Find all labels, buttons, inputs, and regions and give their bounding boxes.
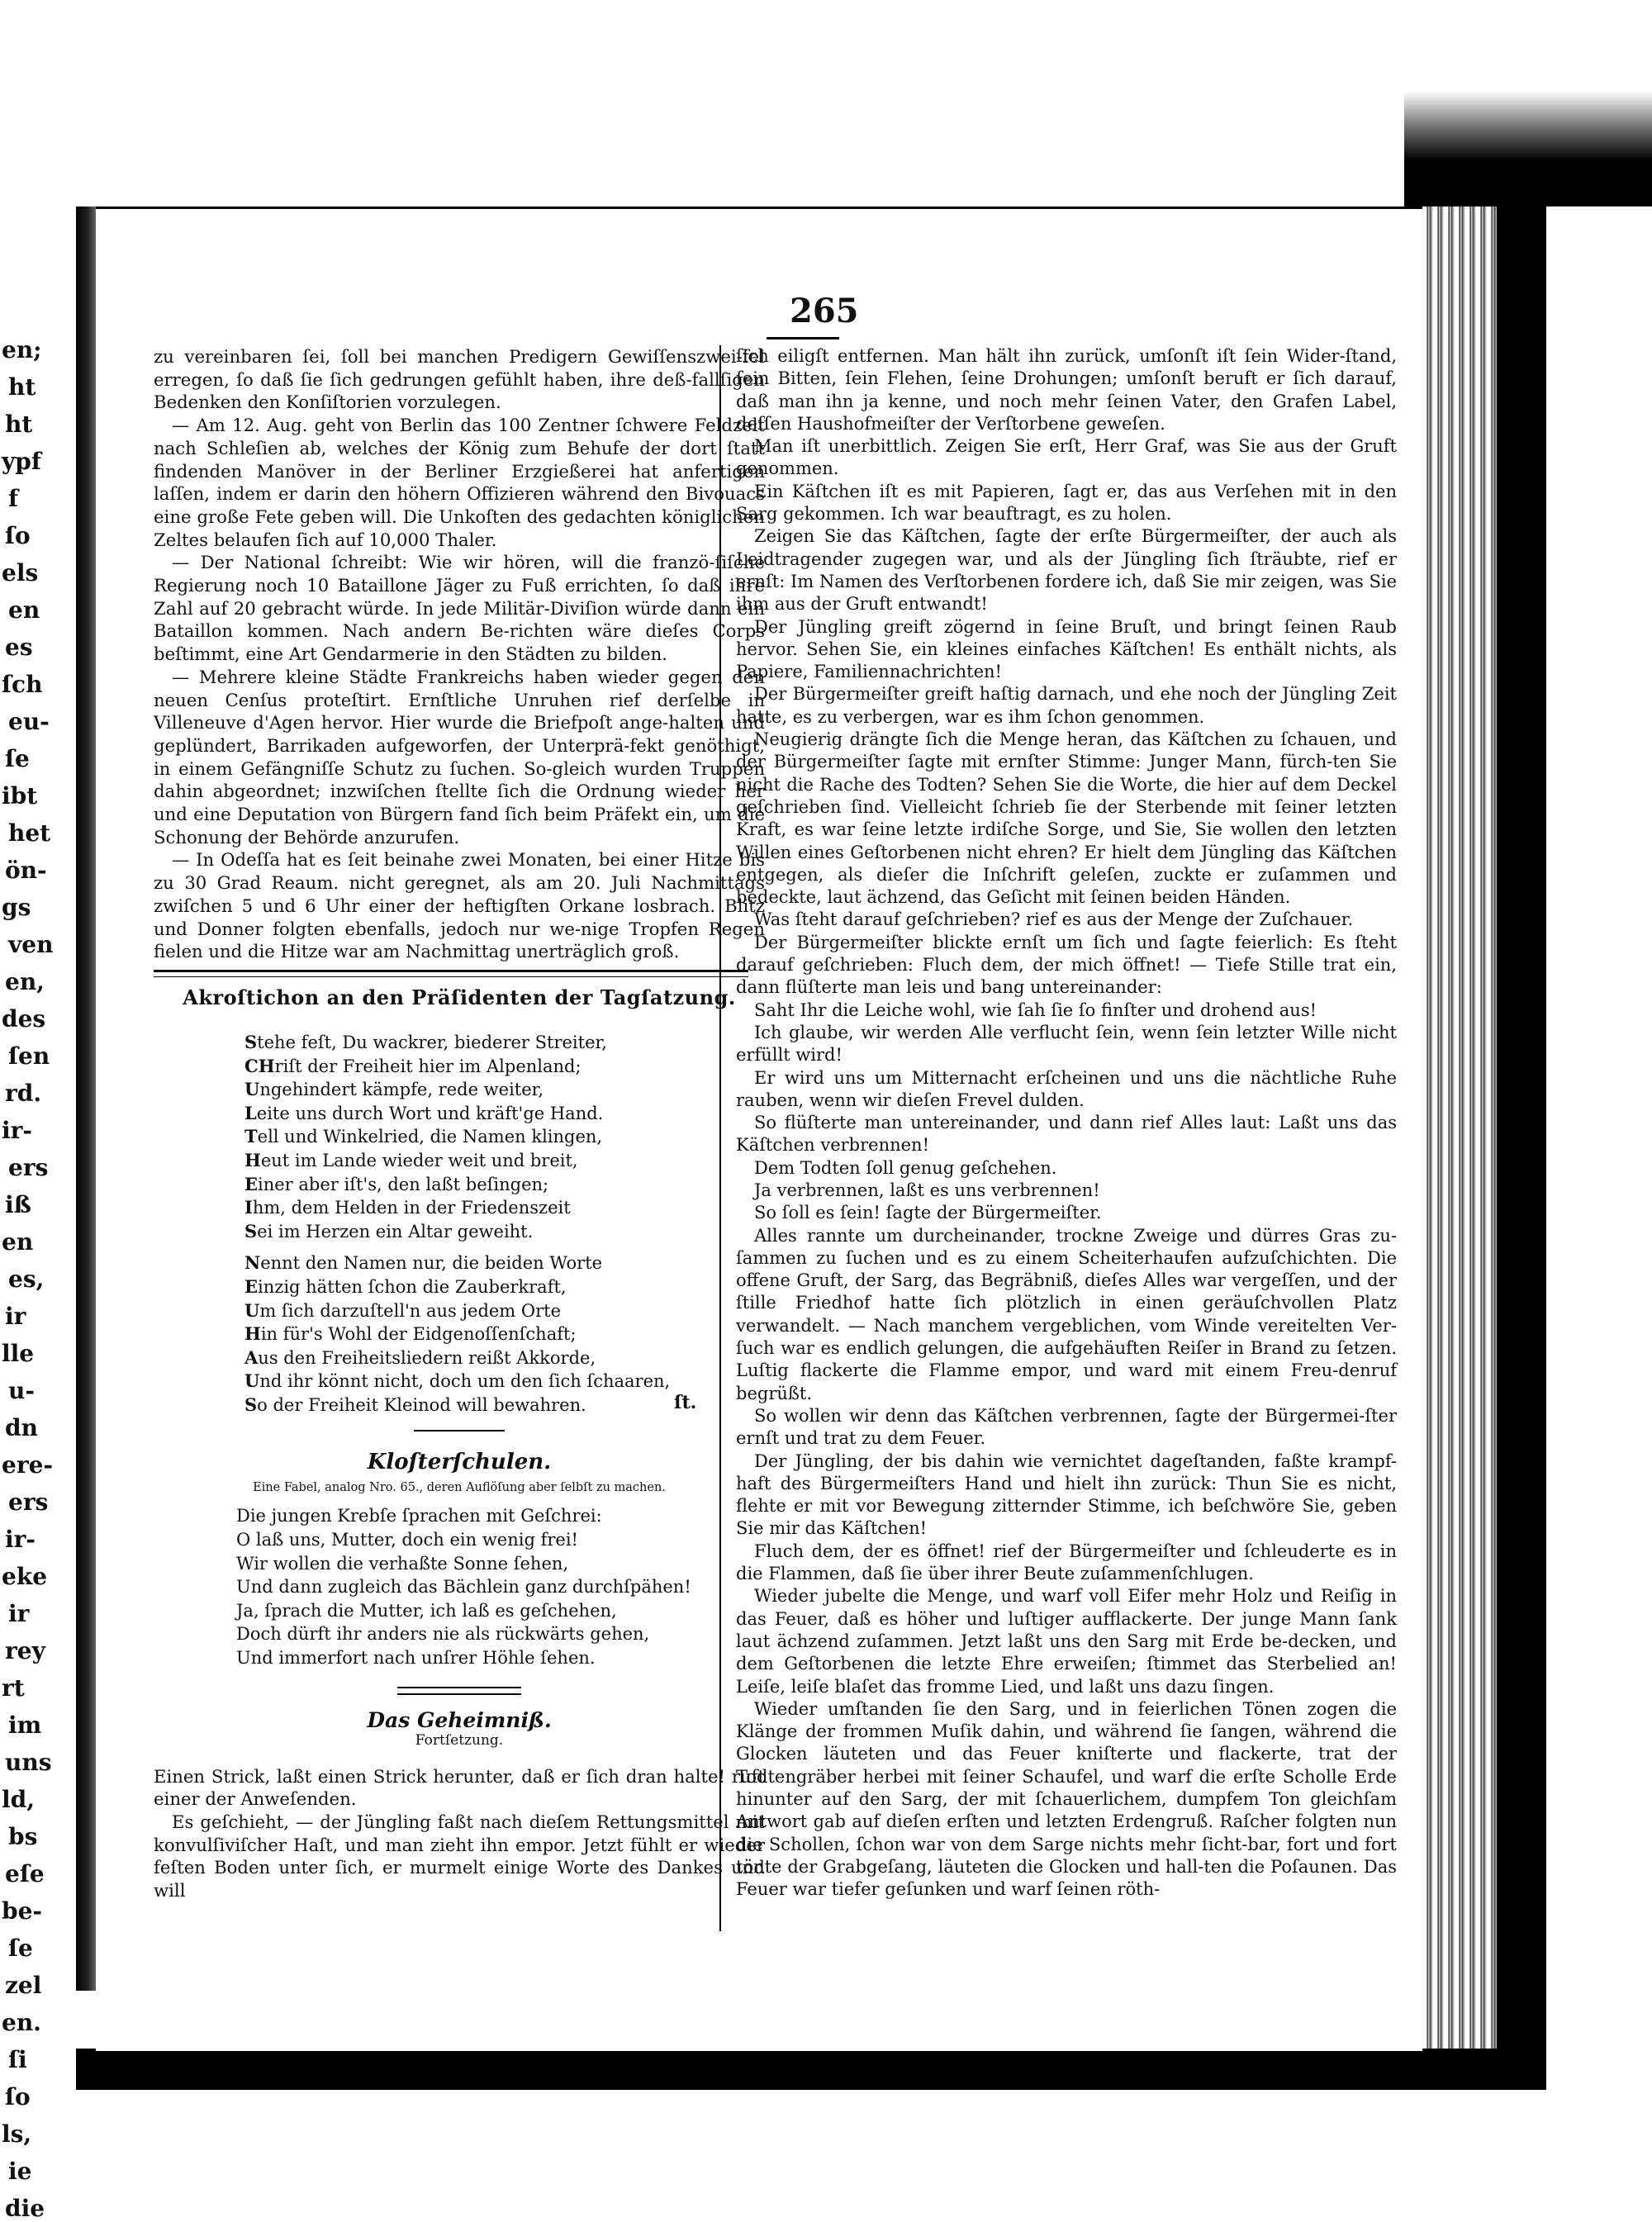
story-paragraph: Ein Käſtchen iſt es mit Papieren, ſagt er, das aus Verſehen mit in den Sarg gekommen. Ich war beauftragt, es zu holen. <box>736 481 1397 525</box>
acrostic-initial: S <box>244 1220 258 1242</box>
story-paragraph: Es geſchieht, — der Jüngling faßt nach dieſem Rettungsmittel mit konvulſiviſcher Haſt, und man zieht ihn empor. Jetzt fühlt er wieder feſten Boden unter ſich, er murmelt einige Worte des Dankes und will <box>154 1811 765 1902</box>
news-section <box>154 345 765 963</box>
left-page-text-fragment: en. <box>2 2009 41 2036</box>
acrostic-line-rest: nd ihr könnt nicht, doch um den ſich ſchaaren, <box>259 1371 671 1392</box>
right-column <box>736 345 1397 1901</box>
left-page-text-fragment: ir- <box>2 1117 33 1144</box>
acrostic-line-rest: ei im Herzen ein Altar geweiht. <box>257 1221 534 1242</box>
story-paragraph: Ja verbrennen, laßt es uns verbrennen! <box>754 1180 1100 1200</box>
left-page-text-fragment: im <box>8 1712 42 1739</box>
left-page-text-fragment: ere- <box>2 1451 54 1479</box>
geheimniss-title: Das Geheimniß. <box>367 1707 552 1732</box>
left-page-text-fragment: en, <box>5 968 45 995</box>
story-paragraph: Er wird uns um Mitternacht erſcheinen und uns die nächtliche Ruhe rauben, wenn wir dieſen Frevel dulden. <box>736 1067 1397 1110</box>
story-paragraph: Zeigen Sie das Käſtchen, ſagte der erſte Bürgermeiſter, der auch als Leidtragender zugegen war, und als der Jüngling ſich ſträubte, rief er ernſt: Im Namen des Verſtorbenen fordere ich, daß Sie mir zeigen, was Sie ihm aus der Gruft entwandt! <box>736 526 1397 615</box>
left-page-text-fragment: gs <box>2 894 31 921</box>
left-page-text-fragment: ſen <box>8 1042 50 1070</box>
left-page-text-fragment: ls, <box>2 2120 32 2148</box>
acrostic-line-rest: o der Freiheit Kleinod will bewahren. <box>257 1394 586 1415</box>
left-page-text-fragment: lle <box>2 1340 35 1367</box>
acrostic-initial: A <box>244 1346 259 1368</box>
double-divider <box>397 1687 521 1695</box>
story-paragraph: So wollen wir denn das Käſtchen verbrennen, ſagte der Bürgermei-ſter ernſt und trat zu dem Feuer. <box>736 1405 1397 1449</box>
story-paragraph: Alles rannte um durcheinander, trockne Zweige und dürres Gras zu-ſammen zu ſuchen und es zu einem Scheiterhaufen aufzuſchichten. Die offene Gruft, der Sarg, das Begräbniß, dieſes Alles war vergeſſen, und der ſtille Friedhof hatte ſich plötzlich in einen geräuſchvollen Platz verwandelt. — Nach manchem vergeblichen, vom Winde vereitelten Ver-ſuch war es endlich gelungen, die aufgehäuften Reiſer in Brand zu ſetzen. Luſtig flackerte die Flamme empor, und ward mit einem Freu-denruf begrüßt. <box>736 1225 1397 1403</box>
left-page-text-fragment: en <box>8 596 40 624</box>
acrostic-line-rest: eut im Lande wieder weit und breit, <box>260 1150 578 1170</box>
left-page-text-fragment: dn <box>5 1414 38 1441</box>
acrostic-line <box>244 1125 765 1149</box>
story-paragraph: Fluch dem, der es öffnet! rief der Bürgermeiſter und ſchleuderte es in die Flammen, daß ſie über ihrer Beute zuſammenſchlugen. <box>736 1541 1397 1584</box>
acrostic-line-rest: inzig hätten ſchon die Zauberkraft, <box>258 1276 567 1297</box>
left-page-text-fragment: ht <box>5 411 33 438</box>
acrostic-line <box>244 1251 765 1275</box>
left-page-text-fragment: be- <box>2 1897 43 1925</box>
left-page-text-fragment: eſe <box>5 1860 45 1887</box>
acrostic-initial: U <box>244 1299 260 1321</box>
acrostic-line-rest: ennt den Namen nur, die beiden Worte <box>260 1253 603 1274</box>
left-page-text-fragment: bs <box>8 1823 38 1850</box>
acrostic-line-rest: m ſich darzuſtell'n aus jedem Orte <box>259 1300 562 1321</box>
left-page-text-fragment: ven <box>8 931 54 958</box>
left-page-text-fragment: eu- <box>8 708 50 735</box>
left-page-text-fragment: ers <box>8 1154 49 1181</box>
left-page-text-fragment: ir <box>8 1600 30 1627</box>
story-paragraph: So flüſterte man untereinander, und dann rief Alles laut: Laßt uns das Käſtchen verbrennen! <box>736 1113 1397 1156</box>
acrostic-initial: T <box>244 1126 258 1147</box>
klosterschulen-title: Kloſterſchulen. <box>367 1450 552 1475</box>
left-page-text-fragment: eke <box>2 1563 48 1590</box>
acrostic-initial: S <box>244 1393 258 1415</box>
left-page-text-fragment: ſo <box>5 2083 31 2110</box>
story-paragraph: Ich glaube, wir werden Alle verflucht ſein, wenn ſein letzter Wille nicht erfüllt wird! <box>736 1022 1397 1066</box>
acrostic-line-rest: tehe feſt, Du wackrer, biederer Streiter, <box>257 1032 607 1052</box>
acrostic-line <box>244 1322 765 1346</box>
page-number-rule <box>767 337 839 339</box>
left-page-text-fragment: ſo <box>5 522 31 549</box>
acrostic-line-rest: riſt der Freiheit hier im Alpenland; <box>274 1056 582 1076</box>
story-paragraph: Was ſteht darauf geſchrieben? rief es aus der Menge der Zuſchauer. <box>754 909 1354 930</box>
left-column <box>154 345 765 1902</box>
acrostic-line <box>244 1149 765 1173</box>
left-page-text-fragment: het <box>8 819 51 847</box>
left-page-text-fragment: ön- <box>5 857 47 884</box>
left-page-text-fragment: ypf <box>2 448 41 475</box>
page-edges <box>1422 207 1497 2049</box>
acrostic-initial: S <box>244 1031 258 1052</box>
left-page-text-fragment: en; <box>2 336 42 363</box>
story-paragraph: Saht Ihr die Leiche wohl, wie ſah ſie ſo finſter und drohend aus! <box>754 999 1317 1020</box>
acrostic-line <box>244 1055 765 1079</box>
geheimniss-subtitle: Fortſetzung. <box>415 1731 504 1749</box>
scan-border-top-dark <box>99 91 1437 207</box>
left-page-text-fragment: ſe <box>8 1935 33 1962</box>
acrostic-line <box>244 1196 765 1220</box>
poem-line: Wir wollen die verhaßte Sonne ſehen, <box>236 1553 569 1574</box>
story-paragraph: Der Jüngling, der bis dahin wie vernichtet dageſtanden, faßte krampf-haft des Bürgermeiſters Hand und hielt ihn zurück: Thun Sie es nicht, flehte er mit vor Bewegung zitternder Stimme, ich beſchwöre Sie, geben Sie mir das Käſtchen! <box>736 1450 1397 1539</box>
story-paragraph: Der Bürgermeiſter blickte ernſt um ſich und ſagte feierlich: Es ſteht darauf geſchrieben: Fluch dem, der mich öffnet! — Tiefe Stille trat ein, dann flüſterte man leis und bang untereinander: <box>736 932 1397 998</box>
left-page-text-fragment: ſch <box>2 671 43 698</box>
left-page-text-fragment: ibt <box>2 782 38 810</box>
acrostic-line <box>244 1346 765 1370</box>
acrostic-initial: L <box>244 1102 257 1123</box>
left-page-text-fragment: rt <box>2 1674 25 1702</box>
left-page-text-fragment: iß <box>5 1191 31 1218</box>
story-paragraph: So ſoll es ſein! ſagte der Bürgermeiſter. <box>754 1203 1102 1223</box>
left-page-text-fragment: des <box>2 1005 46 1033</box>
acrostic-line <box>244 1275 765 1299</box>
book-gutter <box>76 207 96 1991</box>
left-page-text-fragment: ers <box>8 1488 49 1516</box>
news-paragraph: zu vereinbaren ſei, ſoll bei manchen Predigern Gewiſſenszwei-fel erregen, ſo daß ſie ſich gedrungen gefühlt haben, ihre deß-fallſigen Bedenken den Konſiſtorien vorzulegen. <box>154 346 765 413</box>
story-paragraph: Wieder jubelte die Menge, und warf voll Eifer mehr Holz und Reiſig in das Feuer, daß es höher und luſtiger aufflackerte. Der junge Mann ſank laut ächzend zuſammen. Jetzt laßt uns den Sarg mit Erde be-decken, und dem Geſtorbenen die letzte Ehre erweiſen; ſtimmet das Sterbelied an! Leiſe, leiſe blaſet das fromme Lied, und laßt uns dazu ſingen. <box>736 1586 1397 1697</box>
poem-line: Die jungen Krebſe ſprachen mit Geſchrei: <box>236 1506 602 1526</box>
page <box>96 207 1422 2051</box>
scan-bottom-dark <box>76 2049 1546 2090</box>
acrostic-initial: U <box>244 1370 260 1392</box>
acrostic-initial: U <box>244 1079 260 1100</box>
acrostic-line <box>244 1220 765 1244</box>
page-number: 265 <box>790 292 859 330</box>
news-paragraph: — In Odeſſa hat es ſeit beinahe zwei Monaten, bei einer Hitze bis zu 30 Grad Reaum. nicht geregnet, als am 20. Juli Nachmittags zwiſchen 5 und 6 Uhr einer der heftigſten Orkane losbrach. Blitz und Donner folgten ebenfalls, jedoch nur we-nige Tropfen Regen fielen und die Hitze war am Nachmittag unerträglich groß. <box>154 849 765 962</box>
news-paragraph: — Der National ſchreibt: Wie wir hören, will die franzö-ſiſche Regierung noch 10 Bataillone Jäger zu Fuß errichten, ſo daß ihre Zahl auf 20 gebracht würde. In jede Militär-Diviſion würde dann ein Bataillon kommen. Nach andern Be-richten wäre dieſes Corps beſtimmt, eine Art Gendarmerie in den Städten zu bilden. <box>154 552 765 665</box>
acrostic-initial: N <box>244 1252 261 1274</box>
acrostic-line-rest: ell und Winkelried, die Namen klingen, <box>257 1127 603 1147</box>
left-page-text-fragment: ld, <box>2 1786 35 1813</box>
poem-line: Und immerfort nach unſrer Höhle ſehen. <box>236 1648 596 1669</box>
section-divider <box>154 970 748 977</box>
left-page-text-fragment: els <box>2 559 39 586</box>
left-page-text-fragment: u- <box>8 1377 35 1404</box>
story-paragraph: Neugierig drängte ſich die Menge heran, das Käſtchen zu ſchauen, und der Bürgermeiſter ſagte mit ernſter Stimme: Junger Mann, fürch-ten Sie nicht die Rache des Todten? Sehen Sie die Worte, die hier auf dem Deckel geſchrieben ſind. Vielleicht ſchrieb ſie der Sterbende mit ſeiner letzten Kraft, es war ſeine letzte irdiſche Sorge, und Sie, Sie wollen den letzten Willen eines Geſtorbenen nicht ehren? Er hielt dem Jüngling das Käſtchen entgegen, als dieſer die Inſchrift geleſen, zuckte er zuſammen und bedeckte, laut ächzend, das Geſicht mit ſeinen beiden Händen. <box>736 729 1397 908</box>
klosterschulen-poem <box>236 1504 765 1669</box>
left-page-fragment <box>0 91 76 2222</box>
acrostic-title: Akroſtichon an den Präſidenten der Tagſatzung. <box>183 985 736 1009</box>
left-page-text-fragment: zel <box>5 1972 42 1999</box>
acrostic-line-rest: iner aber iſt's, den laßt beſingen; <box>258 1174 549 1194</box>
left-page-text-fragment: die <box>5 2195 45 2222</box>
poem-line: Doch dürft ihr anders nie als rückwärts gehen, <box>236 1624 650 1645</box>
poem-line: Ja, ſprach die Mutter, ich laß es geſchehen, <box>236 1600 617 1621</box>
left-page-text-fragment: ir <box>5 1303 26 1330</box>
news-paragraph: — Am 12. Aug. geht von Berlin das 100 Zentner ſchwere Feldzelt nach Schleſien ab, welches der König zum Behufe der dort ſtatt findenden Manöver in der Berliner Erzgießerei hat anfertigen laſſen, indem er darin den höhern Offizieren während den Bivouacs eine große Fete geben will. Die Unkoſten des gedachten königlichen Zeltes belaufen ſich auf 10,000 Thaler. <box>154 415 765 550</box>
left-page-text-fragment: f <box>8 485 19 512</box>
acrostic-line <box>244 1299 765 1323</box>
left-page-text-fragment: ſi <box>8 2046 27 2073</box>
news-paragraph: — Mehrere kleine Städte Frankreichs haben wieder gegen den neuen Cenſus proteſtirt. Ernſtliche Unruhen rief derſelbe in Villeneuve d'Agen hervor. Hier wurde die Briefpoſt ange-halten und geplündert, Barrikaden aufgeworfen, der Unterprä-fekt genöthigt, in einem Gefängniſſe Schutz zu ſuchen. So-gleich wurden Truppen dahin abgeordnet; inzwiſchen ſtellte ſich die Ordnung wieder her und eine Deputation von Bürgern fand ſich beim Präfekt ein, um die Schonung der Behörde anzurufen. <box>154 666 765 847</box>
acrostic-initial: CH <box>244 1055 275 1076</box>
klosterschulen-subtitle: Eine Fabel, analog Nro. 65., deren Auflöſung aber ſelbſt zu machen. <box>253 1481 666 1495</box>
scan-border-top <box>0 0 1652 91</box>
left-page-text-fragment: es <box>5 634 33 661</box>
acrostic-line-rest: hm, dem Helden in der Friedenszeit <box>252 1198 571 1218</box>
acrostic-line <box>244 1031 765 1055</box>
acrostic-initial: E <box>244 1275 259 1297</box>
left-page-text-fragment: ſe <box>5 745 30 772</box>
story-paragraph: Der Jüngling greift zögernd in ſeine Bruſt, und bringt ſeinen Raub hervor. Sehen Sie, ein kleines einfaches Käſtchen! Es enthält nichts, als Papiere, Familiennachrichten! <box>736 616 1397 682</box>
left-page-text-fragment: rd. <box>5 1080 42 1107</box>
geheimniss-text <box>154 1765 765 1902</box>
left-page-text-fragment: uns <box>5 1749 52 1776</box>
acrostic-initial: E <box>244 1173 259 1194</box>
story-paragraph: Wieder umſtanden ſie den Sarg, und in feierlichen Tönen zogen die Klänge der frommen Muſik dahin, und während ſie ſangen, während die Glocken läuteten und das Feuer kniſterte und flackerte, trat der Todtengräber herbei mit ſeiner Schaufel, und warf die erſte Scholle Erde hinunter auf den Sarg, der mit ſchauerlichem, dumpfem Ton gleichſam Antwort gab auf dieſen erſten und letzten Erdengruß. Raſcher folgten nun die Schollen, ſchon war von dem Sarge nichts mehr ſicht-bar, fort und fort tönte der Grabgeſang, läuteten die Glocken und hall-ten die Poſaunen. Das Feuer war tiefer geſunken und warf ſeinen röth- <box>736 1698 1397 1900</box>
story-paragraph: Der Bürgermeiſter greift haſtig darnach, und ehe noch der Jüngling Zeit hatte, es zu verbergen, war es ihm ſchon genommen. <box>736 684 1397 727</box>
acrostic-initial: I <box>244 1197 253 1218</box>
short-divider <box>414 1430 505 1431</box>
acrostic-line <box>244 1078 765 1102</box>
poem-line: O laß uns, Mutter, doch ein wenig frei! <box>236 1530 578 1550</box>
left-page-text-fragment: ht <box>8 373 36 401</box>
poem-line: Und dann zugleich das Bächlein ganz durchſpähen! <box>236 1577 691 1598</box>
acrostic-line-rest: us den Freiheitsliedern reißt Akkorde, <box>258 1347 596 1368</box>
acrostic-line-rest: ngehindert kämpfe, rede weiter, <box>259 1080 544 1100</box>
story-paragraph: Einen Strick, laßt einen Strick herunter, daß er ſich dran halte! ruft einer der Anweſenden. <box>154 1765 765 1810</box>
acrostic-line-rest: eite uns durch Wort und kräft'ge Hand. <box>256 1103 604 1123</box>
left-page-text-fragment: en <box>2 1228 34 1256</box>
left-page-text-fragment: ir- <box>5 1526 36 1553</box>
story-paragraph: ſich eiligſt entfernen. Man hält ihn zurück, umſonſt iſt ſein Wider-ſtand, ſein Bitten, ſein Flehen, ſeine Drohungen; umſonſt beruft er ſich darauf, daß man ihn ja kenne, und noch mehr ſeinen Vater, den Grafen Label, deſſen Haushofmeiſter der Verſtorbene geweſen. <box>736 346 1397 434</box>
left-page-text-fragment: rey <box>5 1637 45 1664</box>
acrostic-line <box>244 1370 765 1393</box>
acrostic-stanza-1 <box>244 1031 765 1243</box>
acrostic-line <box>244 1173 765 1197</box>
acrostic-line <box>244 1102 765 1126</box>
story-paragraph: Dem Todten ſoll genug geſchehen. <box>754 1157 1057 1178</box>
acrostic-initial: H <box>244 1323 261 1345</box>
scan-right-dark <box>1497 165 1546 2090</box>
acrostic-line-rest: in für's Wohl der Eidgenoſſenſchaft; <box>260 1324 577 1345</box>
left-page-text-fragment: ie <box>8 2158 32 2185</box>
acrostic-signature: ſt. <box>674 1392 697 1414</box>
left-page-text-fragment: es, <box>8 1265 45 1293</box>
story-paragraph: Man iſt unerbittlich. Zeigen Sie erſt, Herr Graf, was Sie aus der Gruft genommen. <box>736 436 1397 479</box>
acrostic-initial: H <box>244 1149 261 1170</box>
